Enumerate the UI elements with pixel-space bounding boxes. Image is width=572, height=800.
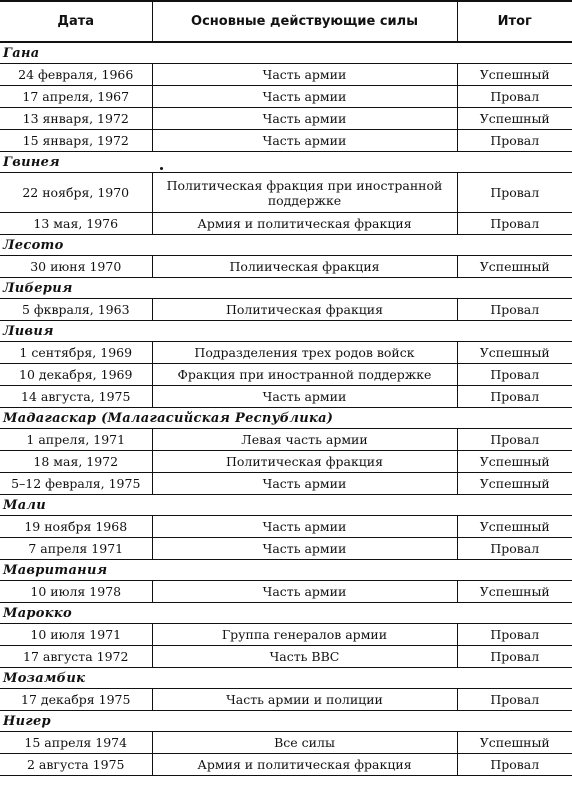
country-name: Мозамбик — [0, 668, 572, 689]
result-cell: Провал — [457, 86, 572, 108]
date-cell: 17 августа 1972 — [0, 646, 152, 668]
date-cell: 15 апреля 1974 — [0, 732, 152, 754]
date-cell: 5 фквраля, 1963 — [0, 299, 152, 321]
result-cell: Провал — [457, 130, 572, 152]
table-row — [0, 538, 572, 560]
forces-cell: Армия и политическая фракция — [152, 213, 457, 235]
country-row — [0, 278, 572, 299]
result-cell: Провал — [457, 386, 572, 408]
table-row — [0, 386, 572, 408]
date-cell: 13 января, 1972 — [0, 108, 152, 130]
result-cell: Провал — [457, 538, 572, 560]
date-cell: 19 ноября 1968 — [0, 516, 152, 538]
result-cell: Успешный — [457, 451, 572, 473]
forces-cell: Политическая фракция при иностранной поддержке — [152, 173, 457, 213]
country-name: Мали — [0, 495, 572, 516]
date-cell: 13 мая, 1976 — [0, 213, 152, 235]
date-cell: 1 апреля, 1971 — [0, 429, 152, 451]
country-row — [0, 711, 572, 732]
forces-cell: Армия и политическая фракция — [152, 754, 457, 776]
table-row — [0, 130, 572, 152]
header-date: Дата — [0, 1, 152, 42]
date-cell: 2 августа 1975 — [0, 754, 152, 776]
header-row — [0, 1, 572, 42]
table-row — [0, 581, 572, 603]
table-row — [0, 299, 572, 321]
stray-dot-mark — [160, 167, 163, 170]
forces-cell: Подразделения трех родов войск — [152, 342, 457, 364]
forces-cell: Часть армии — [152, 64, 457, 86]
result-cell: Провал — [457, 364, 572, 386]
forces-cell: Часть ВВС — [152, 646, 457, 668]
forces-cell: Часть армии — [152, 86, 457, 108]
country-name: Либерия — [0, 278, 572, 299]
country-name: Гана — [0, 42, 572, 64]
country-row — [0, 42, 572, 64]
table-row — [0, 256, 572, 278]
date-cell: 18 мая, 1972 — [0, 451, 152, 473]
result-cell: Успешный — [457, 581, 572, 603]
result-cell: Провал — [457, 429, 572, 451]
forces-cell: Фракция при иностранной поддержке — [152, 364, 457, 386]
forces-cell: Часть армии — [152, 538, 457, 560]
result-cell: Провал — [457, 624, 572, 646]
country-row — [0, 235, 572, 256]
country-name: Марокко — [0, 603, 572, 624]
forces-cell: Политическая фракция — [152, 451, 457, 473]
forces-cell: Полиическая фракция — [152, 256, 457, 278]
country-row — [0, 408, 572, 429]
forces-cell: Часть армии и полиции — [152, 689, 457, 711]
country-name: Нигер — [0, 711, 572, 732]
table-row — [0, 624, 572, 646]
table-row — [0, 429, 572, 451]
date-cell: 5–12 февраля, 1975 — [0, 473, 152, 495]
date-cell: 10 июля 1971 — [0, 624, 152, 646]
table-row — [0, 516, 572, 538]
result-cell: Провал — [457, 754, 572, 776]
forces-cell: Все силы — [152, 732, 457, 754]
table-row — [0, 342, 572, 364]
result-cell: Провал — [457, 299, 572, 321]
table-row — [0, 108, 572, 130]
table-body — [0, 42, 572, 776]
forces-cell: Часть армии — [152, 108, 457, 130]
result-cell: Успешный — [457, 256, 572, 278]
date-cell: 10 декабря, 1969 — [0, 364, 152, 386]
country-row — [0, 560, 572, 581]
country-row — [0, 603, 572, 624]
table-row — [0, 364, 572, 386]
country-name: Мавритания — [0, 560, 572, 581]
country-row — [0, 321, 572, 342]
forces-cell: Левая часть армии — [152, 429, 457, 451]
result-cell: Успешный — [457, 473, 572, 495]
date-cell: 22 ноября, 1970 — [0, 173, 152, 213]
table-row — [0, 64, 572, 86]
date-cell: 24 февраля, 1966 — [0, 64, 152, 86]
result-cell: Провал — [457, 213, 572, 235]
date-cell: 14 августа, 1975 — [0, 386, 152, 408]
header-forces: Основные действующие силы — [152, 1, 457, 42]
table-row — [0, 86, 572, 108]
forces-cell: Группа генералов армии — [152, 624, 457, 646]
country-name: Мадагаскар (Малагасийская Республика) — [0, 408, 572, 429]
country-name: Гвинея — [0, 152, 572, 173]
date-cell: 1 сентября, 1969 — [0, 342, 152, 364]
forces-cell: Часть армии — [152, 473, 457, 495]
country-name: Ливия — [0, 321, 572, 342]
forces-cell: Часть армии — [152, 581, 457, 603]
table-row — [0, 754, 572, 776]
table-row — [0, 451, 572, 473]
table-row — [0, 213, 572, 235]
date-cell: 15 января, 1972 — [0, 130, 152, 152]
result-cell: Успешный — [457, 108, 572, 130]
country-name: Лесото — [0, 235, 572, 256]
result-cell: Провал — [457, 689, 572, 711]
forces-cell: Часть армии — [152, 516, 457, 538]
result-cell: Успешный — [457, 64, 572, 86]
date-cell: 30 июня 1970 — [0, 256, 152, 278]
table-header — [0, 1, 572, 42]
forces-cell: Политическая фракция — [152, 299, 457, 321]
country-row — [0, 668, 572, 689]
result-cell: Успешный — [457, 342, 572, 364]
table-row — [0, 732, 572, 754]
date-cell: 17 декабря 1975 — [0, 689, 152, 711]
result-cell: Провал — [457, 646, 572, 668]
table-row — [0, 173, 572, 213]
result-cell: Провал — [457, 173, 572, 213]
country-row — [0, 495, 572, 516]
header-result: Итог — [457, 1, 572, 42]
forces-cell: Часть армии — [152, 130, 457, 152]
date-cell: 17 апреля, 1967 — [0, 86, 152, 108]
forces-cell: Часть армии — [152, 386, 457, 408]
result-cell: Успешный — [457, 516, 572, 538]
table-row — [0, 646, 572, 668]
result-cell: Успешный — [457, 732, 572, 754]
country-row — [0, 152, 572, 173]
date-cell: 7 апреля 1971 — [0, 538, 152, 560]
date-cell: 10 июля 1978 — [0, 581, 152, 603]
table-row — [0, 689, 572, 711]
table-row — [0, 473, 572, 495]
